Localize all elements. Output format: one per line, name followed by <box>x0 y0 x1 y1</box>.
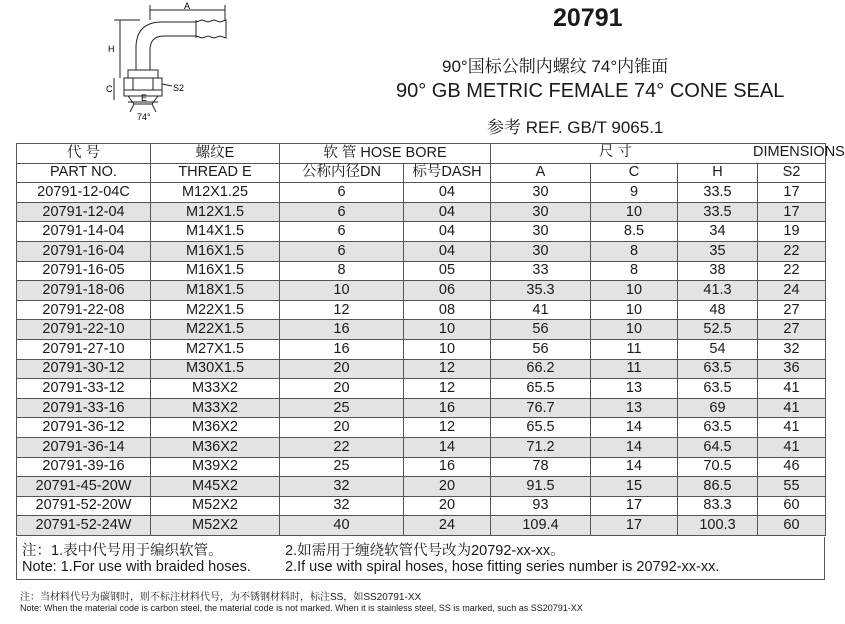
cell-part-no: 20791-33-16 <box>17 398 151 418</box>
cell-dn: 32 <box>280 496 404 516</box>
cell-a: 65.5 <box>491 418 591 438</box>
cell-thread: M27X1.5 <box>151 339 280 359</box>
cell-dash: 12 <box>404 418 491 438</box>
cell-dn: 20 <box>280 359 404 379</box>
cell-s2: 22 <box>758 261 826 281</box>
cell-s2: 19 <box>758 222 826 242</box>
note-en-1: Note: 1.For use with braided hoses. <box>22 559 251 575</box>
header-c: C <box>591 163 678 183</box>
cell-s2: 27 <box>758 320 826 340</box>
cell-c: 11 <box>591 339 678 359</box>
label-c: C <box>106 84 113 94</box>
cell-thread: M52X2 <box>151 496 280 516</box>
cell-h: 63.5 <box>678 379 758 399</box>
cell-dash: 12 <box>404 379 491 399</box>
table-row <box>17 339 826 359</box>
cell-c: 14 <box>591 437 678 457</box>
header-dimensions <box>491 144 845 164</box>
cell-a: 41 <box>491 300 591 320</box>
cell-c: 13 <box>591 379 678 399</box>
cell-a: 56 <box>491 339 591 359</box>
table-row <box>17 261 826 281</box>
cell-thread: M36X2 <box>151 437 280 457</box>
spec-table-body <box>17 183 826 536</box>
cell-dash: 16 <box>404 457 491 477</box>
header-dims-en: DIMENSIONS <box>753 144 845 160</box>
cell-dn: 22 <box>280 437 404 457</box>
cell-dash: 04 <box>404 202 491 222</box>
cell-dn: 16 <box>280 320 404 340</box>
cell-s2: 41 <box>758 437 826 457</box>
cell-dn: 8 <box>280 261 404 281</box>
cell-dn: 12 <box>280 300 404 320</box>
cell-dash: 04 <box>404 222 491 242</box>
header-a: A <box>491 163 591 183</box>
cell-thread: M16X1.5 <box>151 241 280 261</box>
cell-dn: 6 <box>280 183 404 203</box>
cell-dash: 12 <box>404 359 491 379</box>
cell-dash: 04 <box>404 241 491 261</box>
cell-c: 17 <box>591 496 678 516</box>
label-h: H <box>108 44 115 54</box>
cell-part-no: 20791-45-20W <box>17 477 151 497</box>
cell-part-no: 20791-18-06 <box>17 281 151 301</box>
cell-s2: 41 <box>758 379 826 399</box>
cell-thread: M16X1.5 <box>151 261 280 281</box>
cell-s2: 32 <box>758 339 826 359</box>
title-cn: 90°国标公制内螺纹 74°内锥面 <box>442 57 669 76</box>
cell-dash: 08 <box>404 300 491 320</box>
cell-a: 65.5 <box>491 379 591 399</box>
header-part-cn: 代 号 <box>17 144 151 164</box>
cell-h: 35 <box>678 241 758 261</box>
table-row <box>17 418 826 438</box>
cell-a: 30 <box>491 183 591 203</box>
cell-c: 11 <box>591 359 678 379</box>
cell-a: 71.2 <box>491 437 591 457</box>
cell-dn: 16 <box>280 339 404 359</box>
cell-h: 33.5 <box>678 183 758 203</box>
cell-dash: 20 <box>404 477 491 497</box>
cell-thread: M12X1.5 <box>151 202 280 222</box>
table-row <box>17 457 826 477</box>
cell-h: 63.5 <box>678 359 758 379</box>
header-s2: S2 <box>758 163 826 183</box>
header-thread-en: THREAD E <box>151 163 280 183</box>
cell-a: 30 <box>491 241 591 261</box>
cell-c: 14 <box>591 418 678 438</box>
table-row <box>17 241 826 261</box>
header-thread-cn: 螺纹E <box>151 144 280 164</box>
cell-s2: 24 <box>758 281 826 301</box>
cell-dash: 24 <box>404 516 491 536</box>
cell-thread: M45X2 <box>151 477 280 497</box>
label-a: A <box>184 1 191 11</box>
cell-s2: 46 <box>758 457 826 477</box>
cell-h: 34 <box>678 222 758 242</box>
header-dims-cn: 尺 寸 <box>599 144 633 160</box>
cell-part-no: 20791-12-04C <box>17 183 151 203</box>
cell-a: 109.4 <box>491 516 591 536</box>
cell-part-no: 20791-39-16 <box>17 457 151 477</box>
cell-part-no: 20791-22-08 <box>17 300 151 320</box>
cell-dn: 40 <box>280 516 404 536</box>
table-row <box>17 516 826 536</box>
cell-h: 83.3 <box>678 496 758 516</box>
cell-h: 69 <box>678 398 758 418</box>
cell-thread: M52X2 <box>151 516 280 536</box>
cell-dash: 06 <box>404 281 491 301</box>
cell-h: 38 <box>678 261 758 281</box>
header-row-1 <box>17 144 826 164</box>
cell-a: 35.3 <box>491 281 591 301</box>
cell-dn: 10 <box>280 281 404 301</box>
note-cn-2: 2.如需用于缠绕软管代号改为20792-xx-xx。 <box>285 543 565 559</box>
cell-h: 100.3 <box>678 516 758 536</box>
cell-thread: M33X2 <box>151 398 280 418</box>
cell-c: 14 <box>591 457 678 477</box>
cell-s2: 36 <box>758 359 826 379</box>
cell-dn: 20 <box>280 418 404 438</box>
cell-c: 8 <box>591 241 678 261</box>
cell-a: 66.2 <box>491 359 591 379</box>
cell-c: 9 <box>591 183 678 203</box>
cell-dn: 32 <box>280 477 404 497</box>
cell-part-no: 20791-14-04 <box>17 222 151 242</box>
cell-thread: M36X2 <box>151 418 280 438</box>
table-row <box>17 379 826 399</box>
cell-dn: 25 <box>280 398 404 418</box>
table-row <box>17 183 826 203</box>
cell-dn: 6 <box>280 241 404 261</box>
notes-box <box>16 537 825 580</box>
part-number: 20791 <box>553 4 623 32</box>
cell-thread: M22X1.5 <box>151 300 280 320</box>
cell-part-no: 20791-52-24W <box>17 516 151 536</box>
cell-s2: 55 <box>758 477 826 497</box>
cell-c: 10 <box>591 281 678 301</box>
cell-c: 13 <box>591 398 678 418</box>
cell-dash: 14 <box>404 437 491 457</box>
cell-s2: 22 <box>758 241 826 261</box>
note-en-2: 2.If use with spiral hoses, hose fitting series number is 20792-xx-xx. <box>285 559 720 575</box>
cell-a: 76.7 <box>491 398 591 418</box>
cell-h: 63.5 <box>678 418 758 438</box>
cell-part-no: 20791-16-04 <box>17 241 151 261</box>
cell-part-no: 20791-12-04 <box>17 202 151 222</box>
cell-part-no: 20791-52-20W <box>17 496 151 516</box>
table-row <box>17 281 826 301</box>
title-ref: 参考 REF. GB/T 9065.1 <box>487 118 664 137</box>
label-e: E <box>141 93 148 103</box>
table-row <box>17 320 826 340</box>
cell-part-no: 20791-30-12 <box>17 359 151 379</box>
spec-table <box>16 143 845 536</box>
footnote-cn: 注：当材料代号为碳钢时，则不标注材料代号，为不锈钢材料时，标注SS，如SS20791-XX <box>20 592 422 603</box>
cell-c: 8 <box>591 261 678 281</box>
cell-a: 91.5 <box>491 477 591 497</box>
note-cn-1: 注：1.表中代号用于编织软管。 <box>22 543 223 559</box>
cell-c: 15 <box>591 477 678 497</box>
cell-part-no: 20791-16-05 <box>17 261 151 281</box>
cell-dash: 10 <box>404 320 491 340</box>
cell-dn: 6 <box>280 222 404 242</box>
cell-h: 54 <box>678 339 758 359</box>
cell-s2: 27 <box>758 300 826 320</box>
cell-part-no: 20791-36-12 <box>17 418 151 438</box>
cell-dash: 05 <box>404 261 491 281</box>
footnote-en: Note: When the material code is carbon steel, the material code is not marked. When it is stainless steel, SS is marked, such as SS20791-XX <box>20 603 583 613</box>
label-s2: S2 <box>173 83 185 93</box>
table-row <box>17 437 826 457</box>
cell-dn: 25 <box>280 457 404 477</box>
table-row <box>17 496 826 516</box>
table-row <box>17 300 826 320</box>
header-row-2 <box>17 163 826 183</box>
cell-h: 64.5 <box>678 437 758 457</box>
cell-h: 52.5 <box>678 320 758 340</box>
cell-c: 10 <box>591 202 678 222</box>
cell-a: 56 <box>491 320 591 340</box>
cell-thread: M22X1.5 <box>151 320 280 340</box>
cell-dash: 20 <box>404 496 491 516</box>
cell-h: 41.3 <box>678 281 758 301</box>
cell-a: 33 <box>491 261 591 281</box>
cell-s2: 60 <box>758 496 826 516</box>
cell-dn: 20 <box>280 379 404 399</box>
cell-thread: M18X1.5 <box>151 281 280 301</box>
cell-c: 10 <box>591 300 678 320</box>
cell-h: 33.5 <box>678 202 758 222</box>
cell-s2: 41 <box>758 418 826 438</box>
cell-s2: 60 <box>758 516 826 536</box>
table-row <box>17 202 826 222</box>
cell-part-no: 20791-36-14 <box>17 437 151 457</box>
cell-thread: M33X2 <box>151 379 280 399</box>
cell-part-no: 20791-33-12 <box>17 379 151 399</box>
fitting-diagram <box>100 0 300 130</box>
cell-h: 86.5 <box>678 477 758 497</box>
title-en: 90° GB METRIC FEMALE 74° CONE SEAL <box>396 80 785 102</box>
cell-a: 78 <box>491 457 591 477</box>
cell-thread: M39X2 <box>151 457 280 477</box>
label-angle: 74° <box>137 112 151 122</box>
cell-thread: M30X1.5 <box>151 359 280 379</box>
cell-a: 30 <box>491 222 591 242</box>
cell-dash: 10 <box>404 339 491 359</box>
cell-dash: 04 <box>404 183 491 203</box>
cell-a: 93 <box>491 496 591 516</box>
cell-h: 48 <box>678 300 758 320</box>
table-row <box>17 398 826 418</box>
header-dash: 标号DASH <box>404 163 491 183</box>
header-dn: 公称内径DN <box>280 163 404 183</box>
table-row <box>17 359 826 379</box>
header-hose-bore: 软 管 HOSE BORE <box>280 144 491 164</box>
cell-c: 8.5 <box>591 222 678 242</box>
cell-part-no: 20791-27-10 <box>17 339 151 359</box>
cell-c: 10 <box>591 320 678 340</box>
cell-a: 30 <box>491 202 591 222</box>
cell-s2: 41 <box>758 398 826 418</box>
cell-h: 70.5 <box>678 457 758 477</box>
cell-dash: 16 <box>404 398 491 418</box>
cell-dn: 6 <box>280 202 404 222</box>
cell-s2: 17 <box>758 183 826 203</box>
cell-thread: M12X1.25 <box>151 183 280 203</box>
table-row <box>17 477 826 497</box>
header-part-en: PART NO. <box>17 163 151 183</box>
table-row <box>17 222 826 242</box>
cell-c: 17 <box>591 516 678 536</box>
cell-part-no: 20791-22-10 <box>17 320 151 340</box>
cell-thread: M14X1.5 <box>151 222 280 242</box>
cell-s2: 17 <box>758 202 826 222</box>
header-h: H <box>678 163 758 183</box>
